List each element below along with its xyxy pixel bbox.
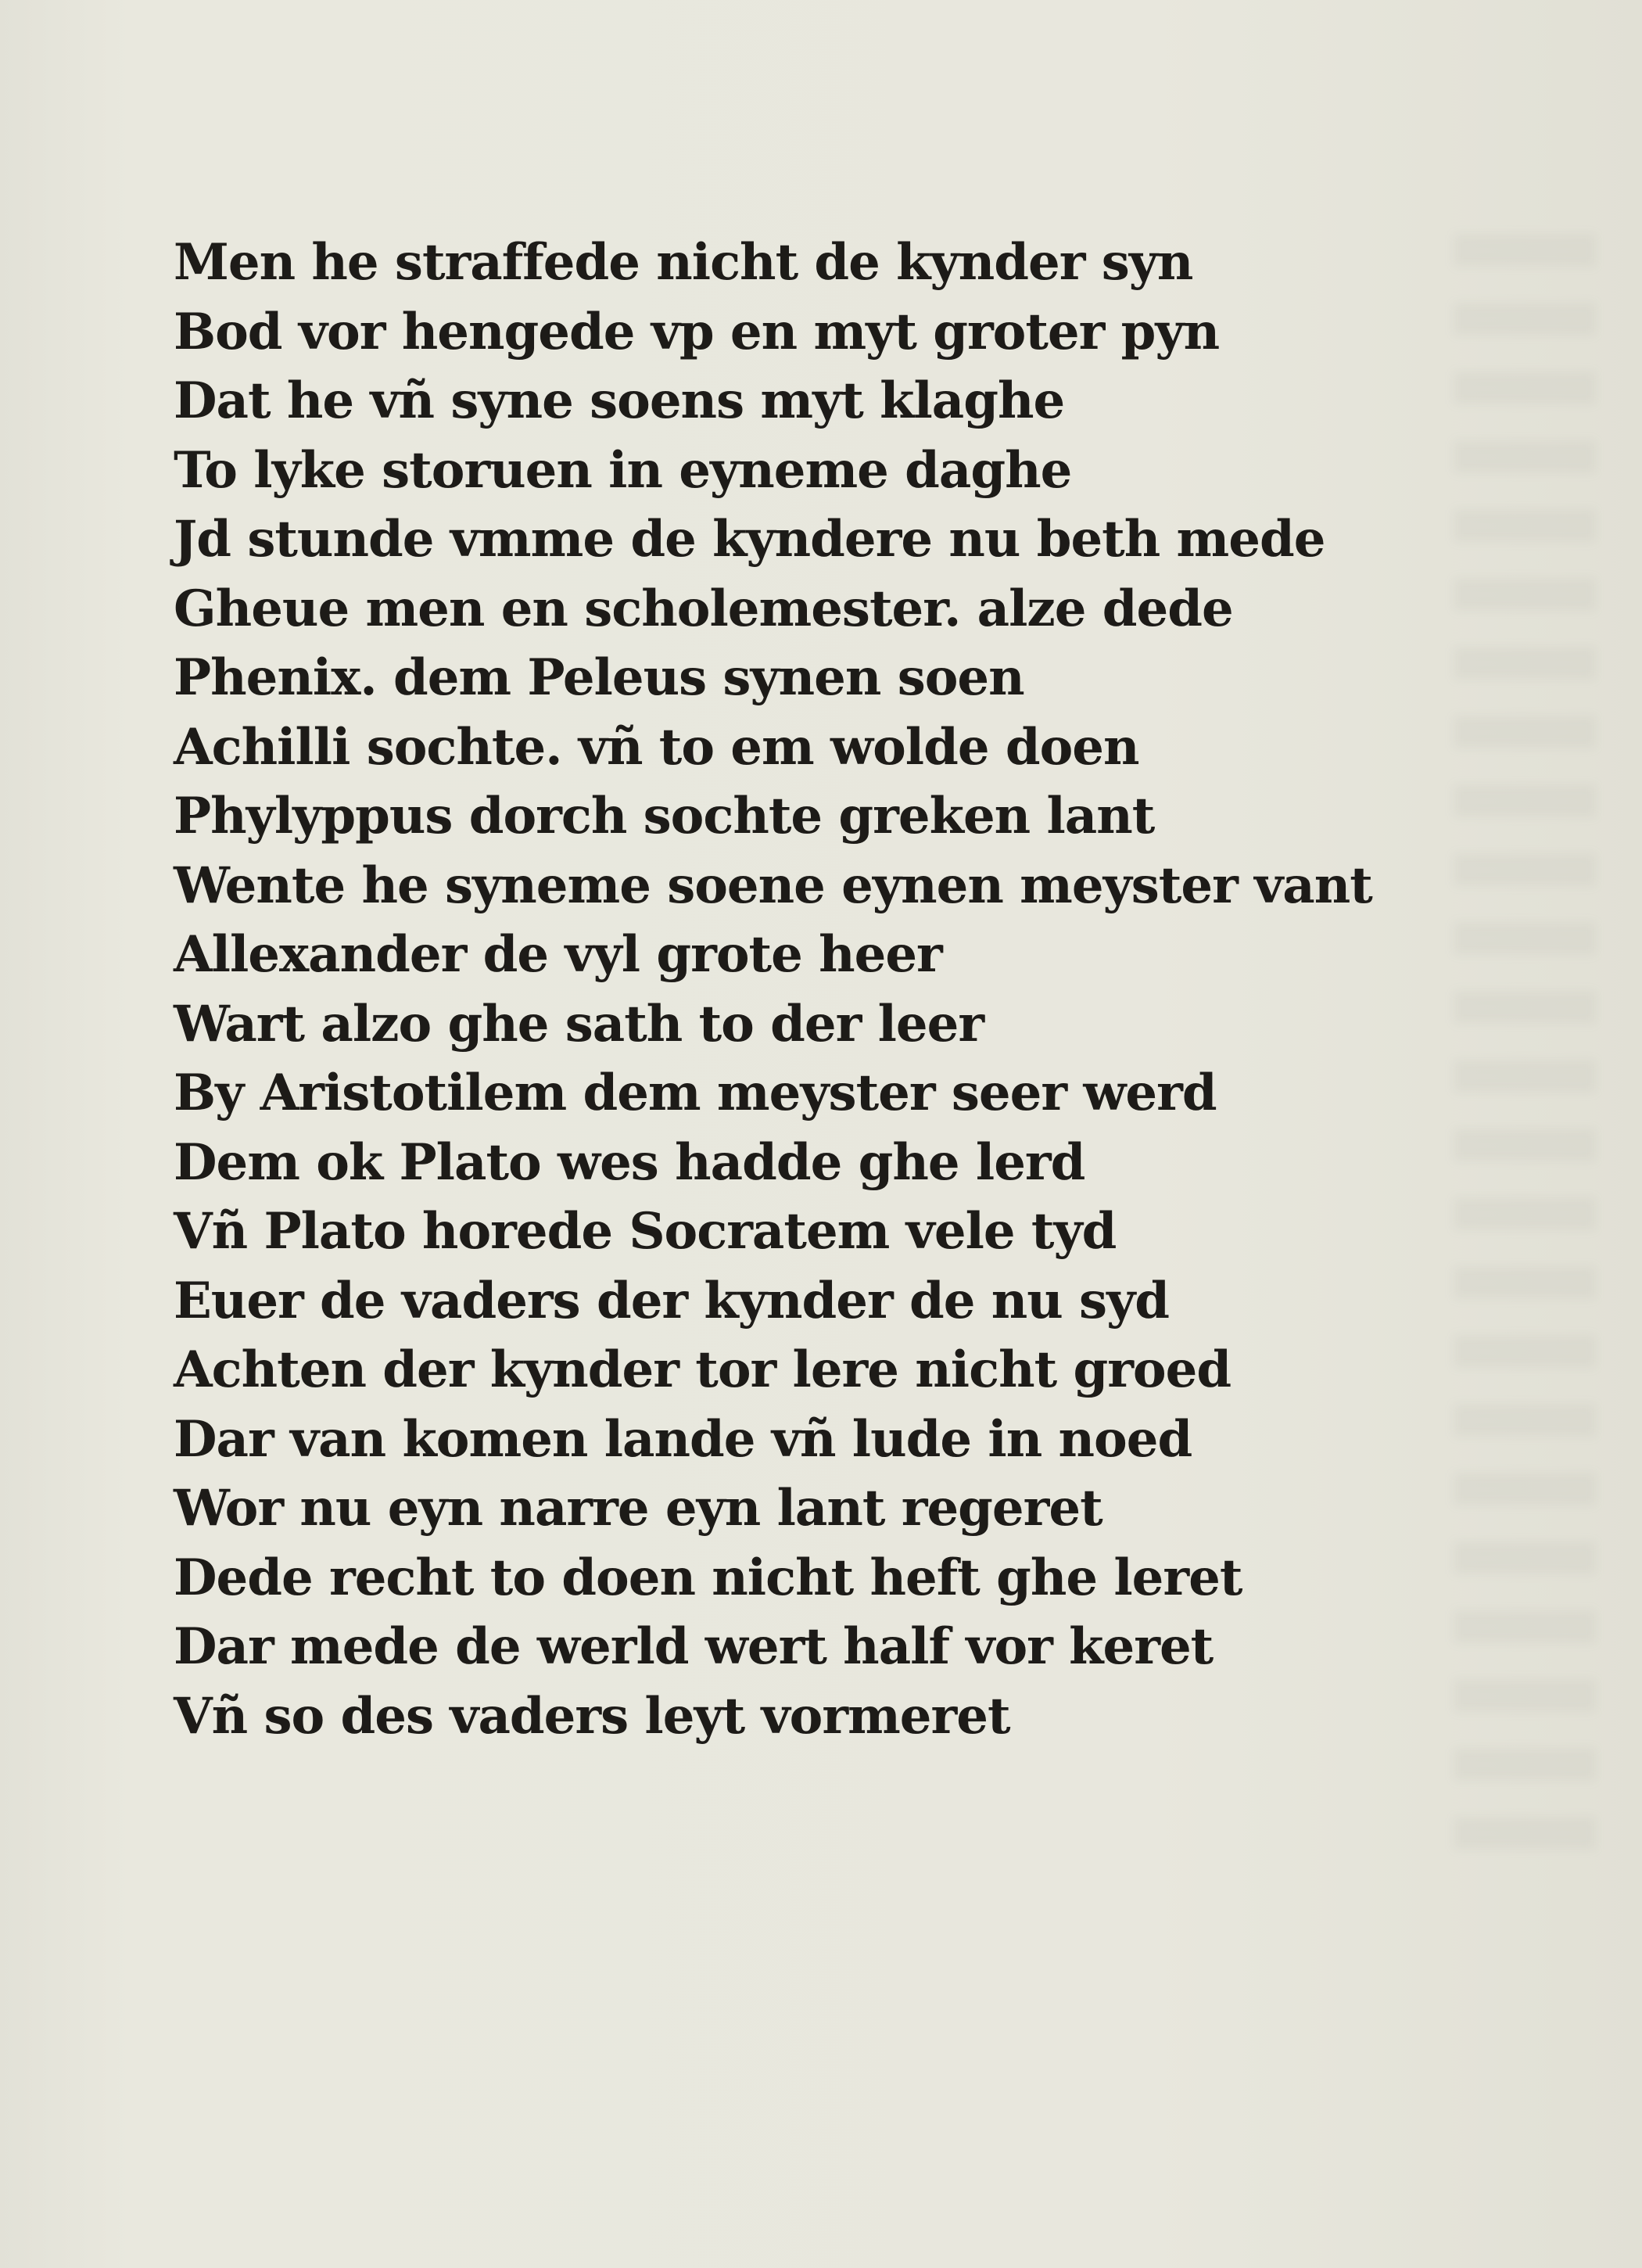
- verse-line: Jd stunde vmme de kyndere nu beth mede: [174, 510, 1325, 569]
- verse-line: Wor nu eyn narre eyn lant regeret: [174, 1479, 1102, 1538]
- verse-line: Allexander de vyl grote heer: [174, 925, 942, 984]
- verse-line: Dede recht to doen nicht heft ghe leret: [174, 1548, 1242, 1607]
- verse-line: Men he straffede nicht de kynder syn: [174, 233, 1193, 292]
- verse-line: Euer de vaders der kynder de nu syd: [174, 1271, 1169, 1330]
- verse-line: Phylyppus dorch sochte greken lant: [174, 787, 1155, 845]
- verse-text-block: [174, 228, 1550, 1751]
- verse-line: Bod vor hengede vp en myt groter pyn: [174, 302, 1220, 361]
- verse-line: Dar mede de werld wert half vor keret: [174, 1617, 1214, 1676]
- verse-line: Wente he syneme soene eynen meyster vant: [174, 856, 1372, 915]
- verse-line: Phenix. dem Peleus synen soen: [174, 648, 1024, 707]
- verse-line: Dem ok Plato wes hadde ghe lerd: [174, 1132, 1085, 1192]
- verse-line: Gheue men en scholemester. alze dede: [174, 579, 1233, 638]
- verse-line: To lyke storuen in eyneme daghe: [174, 440, 1072, 500]
- verse-line: By Aristotilem dem meyster seer werd: [174, 1064, 1217, 1122]
- verse-line: Achilli sochte. vñ to em wolde doen: [174, 717, 1139, 777]
- verse-line: Vñ Plato horede Socratem vele tyd: [174, 1202, 1117, 1261]
- verse-line: Dar van komen lande vñ lude in noed: [174, 1409, 1192, 1469]
- verse-line: Achten der kynder tor lere nicht groed: [174, 1340, 1232, 1399]
- verse-line: Dat he vñ syne soens myt klaghe: [174, 371, 1065, 430]
- verse-line: Wart alzo ghe sath to der leer: [174, 994, 984, 1053]
- verse-line: Vñ so des vaders leyt vormeret: [174, 1686, 1010, 1746]
